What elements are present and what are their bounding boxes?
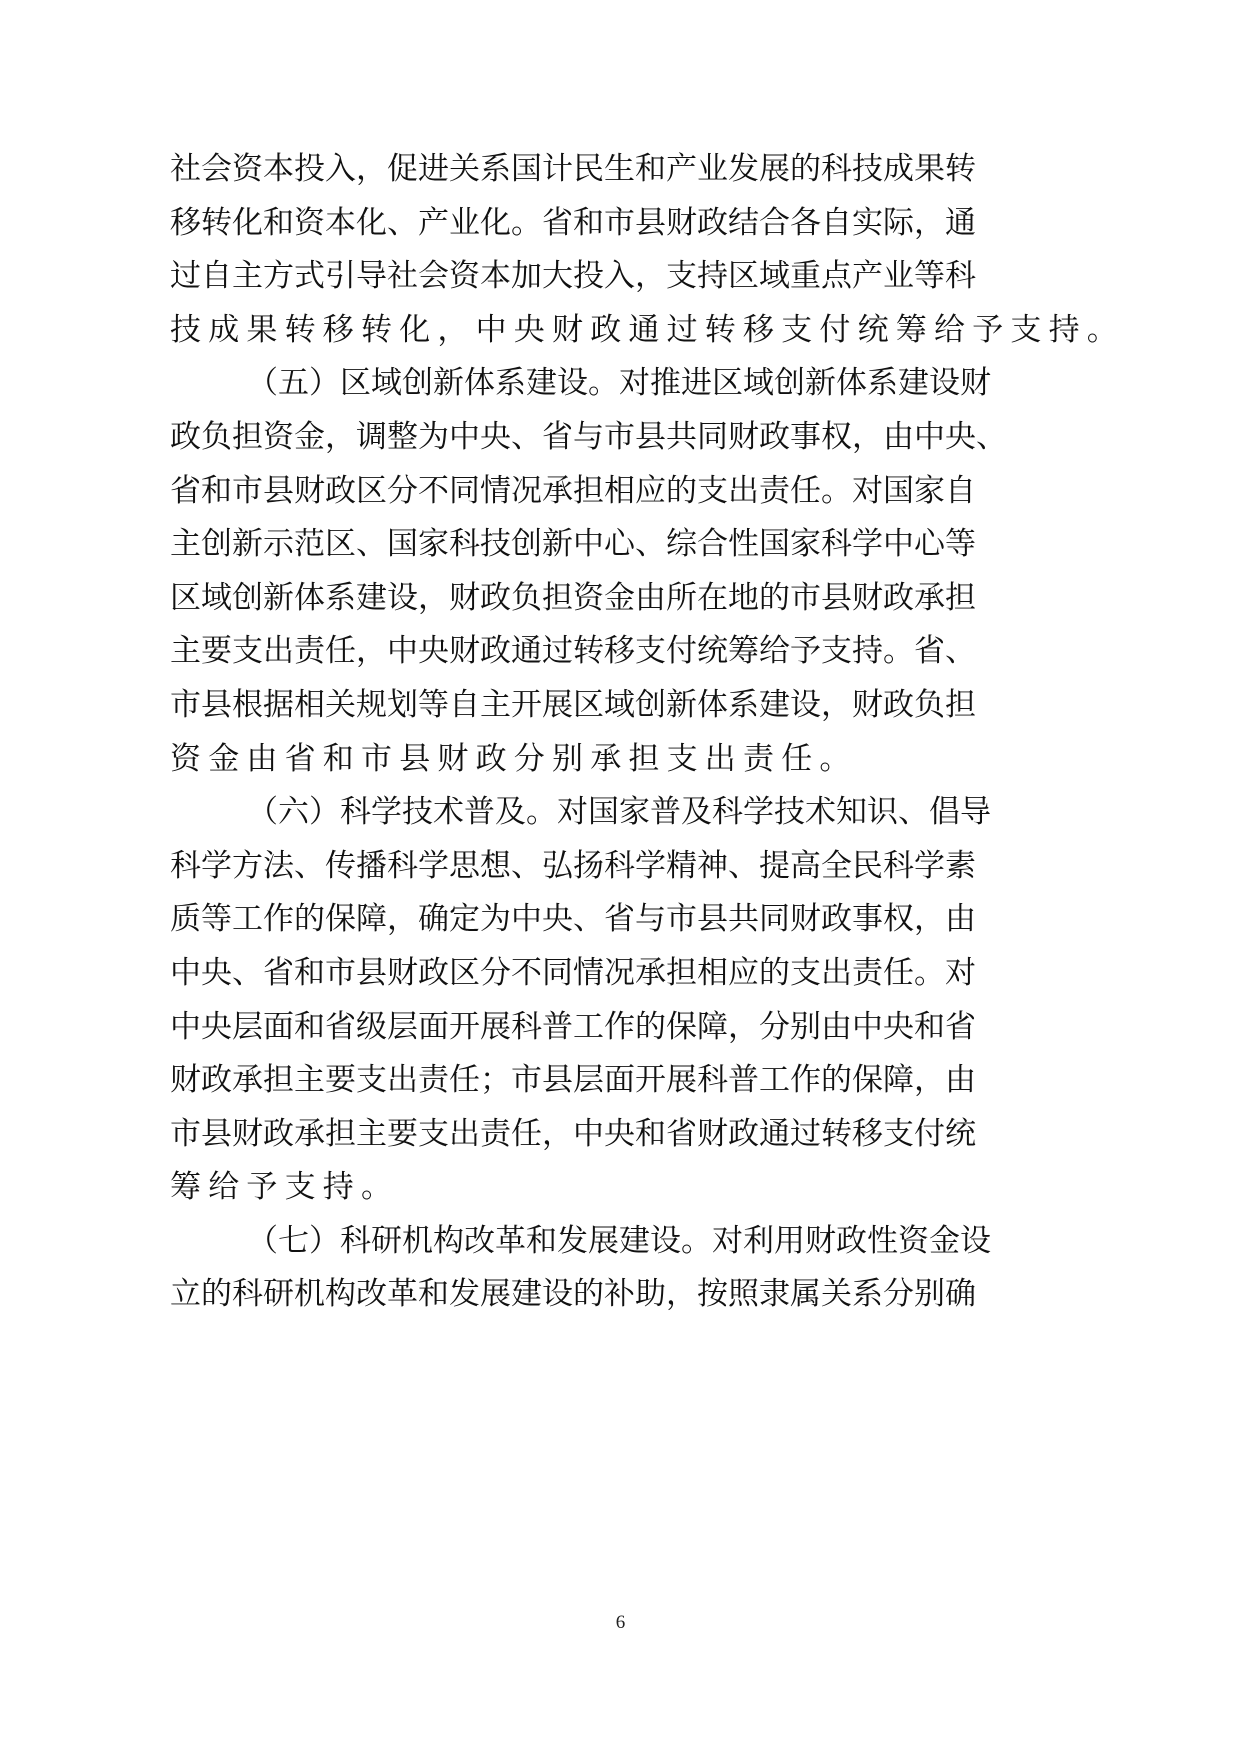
page-number: 6 (615, 1612, 626, 1633)
text-line: 省和市县财政区分不同情况承担相应的支出责任。对国家自 (170, 472, 976, 509)
text-line: 科学方法、传播科学思想、弘扬科学精神、提高全民科学素 (170, 847, 976, 884)
text-line: 中央、省和市县财政区分不同情况承担相应的支出责任。对 (170, 954, 976, 991)
text-line: 筹给予支持。 (170, 1169, 400, 1206)
section-heading-line: （六）科学技术普及。对国家普及科学技术知识、倡导 (247, 794, 991, 831)
text-line: 过自主方式引导社会资本加大投入，支持区域重点产业等科 (170, 258, 976, 295)
text-line: 技成果转移转化，中央财政通过转移支付统筹给予支持。 (170, 311, 1125, 348)
text-line: 立的科研机构改革和发展建设的补助，按照隶属关系分别确 (170, 1276, 976, 1313)
section-heading-line: （五）区域创新体系建设。对推进区域创新体系建设财 (247, 365, 991, 402)
body-text (170, 143, 1125, 1322)
text-line: 主要支出责任，中央财政通过转移支付统筹给予支持。省、 (170, 633, 976, 670)
text-line: 移转化和资本化、产业化。省和市县财政结合各自实际，通 (170, 204, 976, 241)
text-line: 主创新示范区、国家科技创新中心、综合性国家科学中心等 (170, 526, 976, 563)
text-line: 质等工作的保障，确定为中央、省与市县共同财政事权，由 (170, 901, 976, 938)
text-line: 社会资本投入，促进关系国计民生和产业发展的科技成果转 (170, 151, 976, 187)
text-line: 市县财政承担主要支出责任，中央和省财政通过转移支付统 (170, 1115, 976, 1152)
text-line: 资金由省和市县财政分别承担支出责任。 (170, 740, 858, 777)
text-line: 政负担资金，调整为中央、省与市县共同财政事权，由中央、 (170, 418, 1007, 455)
text-line: 中央层面和省级层面开展科普工作的保障，分别由中央和省 (170, 1008, 976, 1045)
text-line: 区域创新体系建设，财政负担资金由所在地的市县财政承担 (170, 579, 976, 616)
text-line: 市县根据相关规划等自主开展区域创新体系建设，财政负担 (170, 686, 976, 723)
text-line: 财政承担主要支出责任；市县层面开展科普工作的保障，由 (170, 1062, 976, 1099)
section-heading-line: （七）科研机构改革和发展建设。对利用财政性资金设 (247, 1222, 991, 1259)
